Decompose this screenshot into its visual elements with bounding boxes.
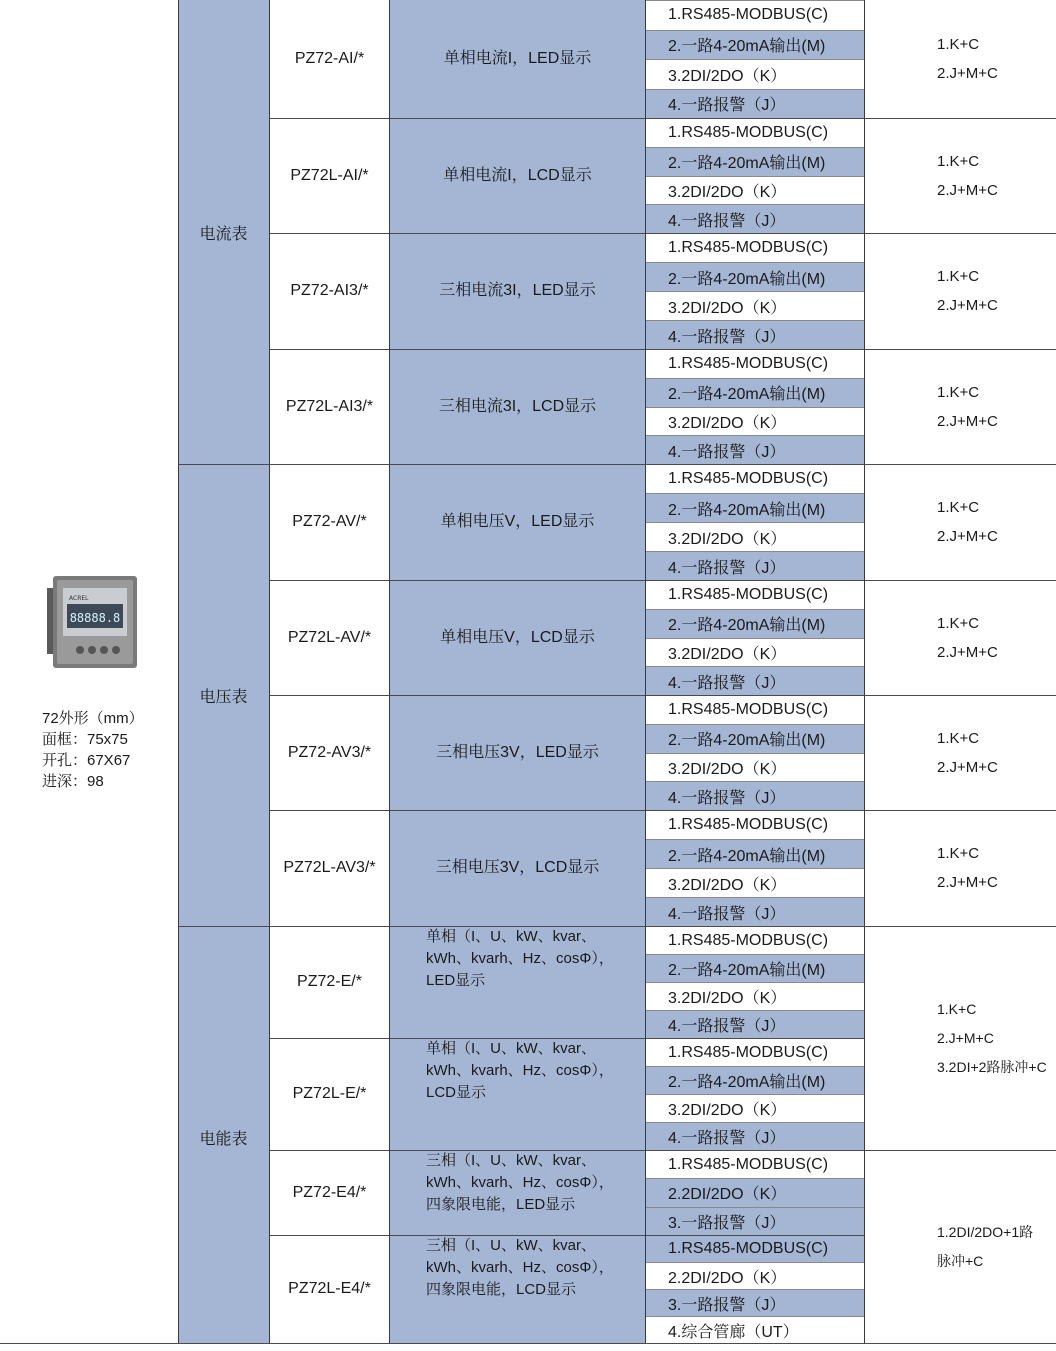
description-line: 四象限电能，LCD显示 — [426, 1281, 577, 1298]
description-line: 三相电压3V，LED显示 — [436, 743, 599, 761]
option-cell: 1.RS485-MODBUS(C) — [646, 1235, 864, 1262]
model-name: PZ72L-E4/* — [288, 1280, 371, 1297]
product-column — [0, 0, 178, 1343]
combo-cell — [865, 810, 1056, 926]
description-cell — [390, 118, 645, 233]
category-energy-meter — [178, 926, 269, 1343]
combo-line: 1.K+C — [937, 499, 980, 516]
option-cell: 3.2DI/2DO（K） — [646, 868, 864, 897]
description-cell — [390, 0, 645, 118]
model-name: PZ72L-E/* — [292, 1085, 367, 1102]
option-cell: 1.RS485-MODBUS(C) — [646, 0, 864, 30]
combo-line: 2.J+M+C — [937, 181, 998, 199]
category-label: 电流表 — [199, 225, 248, 243]
model-name: PZ72-AI3/* — [290, 282, 369, 299]
option-cell: 3.一路报警（J） — [646, 1289, 864, 1316]
option-cell: 2.一路4-20mA输出(M) — [646, 30, 864, 60]
option-cell: 1.RS485-MODBUS(C) — [646, 349, 864, 378]
option-cell: 2.一路4-20mA输出(M) — [646, 954, 864, 982]
description-cell — [390, 233, 645, 349]
description-line: 三相（I、U、kW、kvar、 — [426, 1152, 596, 1169]
description-cell — [390, 695, 645, 810]
option-cell: 2.一路4-20mA输出(M) — [646, 1066, 864, 1094]
energy-combo-cell — [865, 926, 1056, 1150]
energy-combo-cell — [865, 1150, 1056, 1343]
model-cell — [270, 926, 389, 1038]
option-cell: 3.2DI/2DO（K） — [646, 407, 864, 436]
combo-line: 脉冲+C — [937, 1252, 984, 1269]
combo-line: 2.J+M+C — [937, 528, 998, 545]
option-cell: 2.一路4-20mA输出(M) — [646, 493, 864, 522]
description-line: LCD显示 — [426, 1084, 487, 1101]
model-cell — [270, 1150, 389, 1235]
combo-cell — [865, 118, 1056, 233]
option-cell: 3.2DI/2DO（K） — [646, 291, 864, 320]
description-line: 单相电流I，LCD显示 — [443, 166, 592, 184]
combo-line: 2.J+M+C — [937, 412, 998, 430]
model-cell — [270, 464, 389, 580]
option-cell: 3.2DI/2DO（K） — [646, 176, 864, 205]
option-cell: 3.2DI/2DO（K） — [646, 522, 864, 551]
option-cell: 4.一路报警（J） — [646, 204, 864, 233]
description-cell — [390, 810, 645, 926]
model-cell — [270, 580, 389, 695]
combo-cell — [865, 580, 1056, 695]
option-cell: 2.2DI/2DO（K） — [646, 1262, 864, 1289]
option-cell: 3.2DI/2DO（K） — [646, 1094, 864, 1122]
option-cell: 2.一路4-20mA输出(M) — [646, 609, 864, 638]
model-name: PZ72-AI/* — [294, 50, 365, 67]
combo-cell — [865, 0, 1056, 118]
model-cell — [270, 118, 389, 233]
model-name: PZ72-AV3/* — [287, 743, 372, 761]
description-cell — [390, 464, 645, 580]
option-cell: 3.一路报警（J） — [646, 1207, 864, 1235]
description-line: 三相电压3V，LCD显示 — [435, 859, 600, 876]
option-cell: 4.一路报警（J） — [646, 320, 864, 349]
description-line: 单相（I、U、kW、kvar、 — [426, 928, 596, 945]
model-name: PZ72L-AV/* — [287, 628, 372, 646]
option-cell: 3.2DI/2DO（K） — [646, 59, 864, 89]
product-dimensions — [42, 708, 172, 792]
description-line: LED显示 — [426, 972, 486, 989]
model-cell — [270, 1038, 389, 1150]
combo-line: 2.J+M+C — [937, 65, 998, 82]
dim-depth: 进深：98 — [42, 773, 104, 790]
description-line: 三相电流3I，LED显示 — [439, 282, 596, 299]
option-cell: 1.RS485-MODBUS(C) — [646, 580, 864, 609]
description-cell — [390, 349, 645, 464]
option-cell: 3.2DI/2DO（K） — [646, 638, 864, 667]
description-cell — [390, 1150, 645, 1235]
model-name: PZ72-AV/* — [292, 513, 367, 530]
product-photo — [47, 574, 143, 670]
combo-line: 1.K+C — [937, 845, 980, 862]
model-name: PZ72L-AI/* — [290, 166, 369, 184]
description-line: 单相电压V，LED显示 — [440, 513, 595, 530]
category-label: 电能表 — [199, 1131, 248, 1148]
combo-line: 1.K+C — [937, 268, 980, 285]
model-cell — [270, 349, 389, 464]
description-line: kWh、kvarh、Hz、cosΦ）， — [426, 1062, 614, 1079]
category-label: 电压表 — [199, 688, 248, 706]
combo-line: 2.J+M+C — [937, 643, 998, 661]
combo-cell — [865, 349, 1056, 464]
option-cell: 2.2DI/2DO（K） — [646, 1178, 864, 1206]
description-cell — [390, 1038, 645, 1150]
model-name: PZ72L-AI3/* — [285, 397, 374, 415]
combo-line: 1.K+C — [937, 36, 980, 53]
option-cell: 1.RS485-MODBUS(C) — [646, 1150, 864, 1178]
combo-cell — [865, 233, 1056, 349]
combo-line: 2.J+M+C — [937, 297, 998, 314]
combo-line: 2.J+M+C — [937, 758, 998, 776]
option-cell: 4.一路报警（J） — [646, 897, 864, 926]
description-cell — [390, 580, 645, 695]
combo-line: 1.K+C — [937, 729, 980, 747]
description-line: kWh、kvarh、Hz、cosΦ）， — [426, 1259, 614, 1276]
description-line: 单相电压V，LCD显示 — [440, 628, 595, 646]
option-cell: 1.RS485-MODBUS(C) — [646, 810, 864, 839]
category-voltage-meter — [178, 464, 269, 926]
category-current-meter — [178, 0, 269, 464]
option-cell: 4.一路报警（J） — [646, 89, 864, 119]
option-cell: 4.一路报警（J） — [646, 781, 864, 810]
meter-icon — [47, 574, 143, 670]
description-cell — [390, 926, 645, 1038]
description-line: 三相（I、U、kW、kvar、 — [426, 1237, 596, 1254]
option-cell: 4.一路报警（J） — [646, 435, 864, 464]
dim-cutout: 开孔：67X67 — [42, 752, 131, 769]
combo-line: 1.K+C — [937, 1000, 977, 1017]
option-cell: 4.一路报警（J） — [646, 666, 864, 695]
option-cell: 3.2DI/2DO（K） — [646, 982, 864, 1010]
option-cell: 2.一路4-20mA输出(M) — [646, 839, 864, 868]
option-cell: 4.一路报警（J） — [646, 1010, 864, 1038]
option-cell: 4.综合管廊（UT） — [646, 1316, 864, 1343]
model-name: PZ72L-AV3/* — [283, 859, 376, 876]
model-name: PZ72-E4/* — [292, 1183, 367, 1201]
combo-line: 1.K+C — [937, 614, 980, 632]
model-name: PZ72-E/* — [297, 973, 362, 990]
description-line: kWh、kvarh、Hz、cosΦ）， — [426, 950, 614, 967]
combo-line: 1.2DI/2DO+1路 — [937, 1223, 1034, 1240]
model-cell — [270, 695, 389, 810]
model-cell — [270, 1235, 389, 1343]
combo-line: 3.2DI+2路脉冲+C — [937, 1058, 1047, 1075]
description-line: 单相（I、U、kW、kvar、 — [426, 1040, 596, 1057]
description-line: 四象限电能，LED显示 — [426, 1196, 576, 1213]
dim-outline: 72外形（mm） — [42, 710, 144, 727]
description-line: kWh、kvarh、Hz、cosΦ）， — [426, 1174, 614, 1191]
combo-line: 1.K+C — [937, 383, 980, 401]
combo-line: 2.J+M+C — [937, 1029, 994, 1046]
option-cell: 2.一路4-20mA输出(M) — [646, 724, 864, 753]
option-cell: 4.一路报警（J） — [646, 1122, 864, 1150]
combo-line: 2.J+M+C — [937, 874, 998, 891]
option-cell: 1.RS485-MODBUS(C) — [646, 695, 864, 724]
model-cell — [270, 0, 389, 118]
option-cell: 1.RS485-MODBUS(C) — [646, 926, 864, 954]
model-cell — [270, 233, 389, 349]
combo-cell — [865, 464, 1056, 580]
description-line: 三相电流3I，LCD显示 — [438, 397, 597, 415]
combo-cell — [865, 695, 1056, 810]
combo-line: 1.K+C — [937, 152, 980, 170]
option-cell: 2.一路4-20mA输出(M) — [646, 378, 864, 407]
option-cell: 1.RS485-MODBUS(C) — [646, 118, 864, 147]
description-line: 单相电流I，LED显示 — [443, 50, 592, 67]
meter-display-digits: 88888.8 — [69, 611, 121, 625]
dim-frame: 面框：75x75 — [42, 731, 128, 748]
option-cell: 2.一路4-20mA输出(M) — [646, 147, 864, 176]
meter-brand-label: ACREL — [69, 595, 89, 602]
model-cell — [270, 810, 389, 926]
option-cell: 1.RS485-MODBUS(C) — [646, 233, 864, 262]
option-cell: 3.2DI/2DO（K） — [646, 753, 864, 782]
option-cell: 4.一路报警（J） — [646, 551, 864, 580]
option-cell: 1.RS485-MODBUS(C) — [646, 464, 864, 493]
option-cell: 1.RS485-MODBUS(C) — [646, 1038, 864, 1066]
description-cell — [390, 1235, 645, 1343]
option-cell: 2.一路4-20mA输出(M) — [646, 262, 864, 291]
